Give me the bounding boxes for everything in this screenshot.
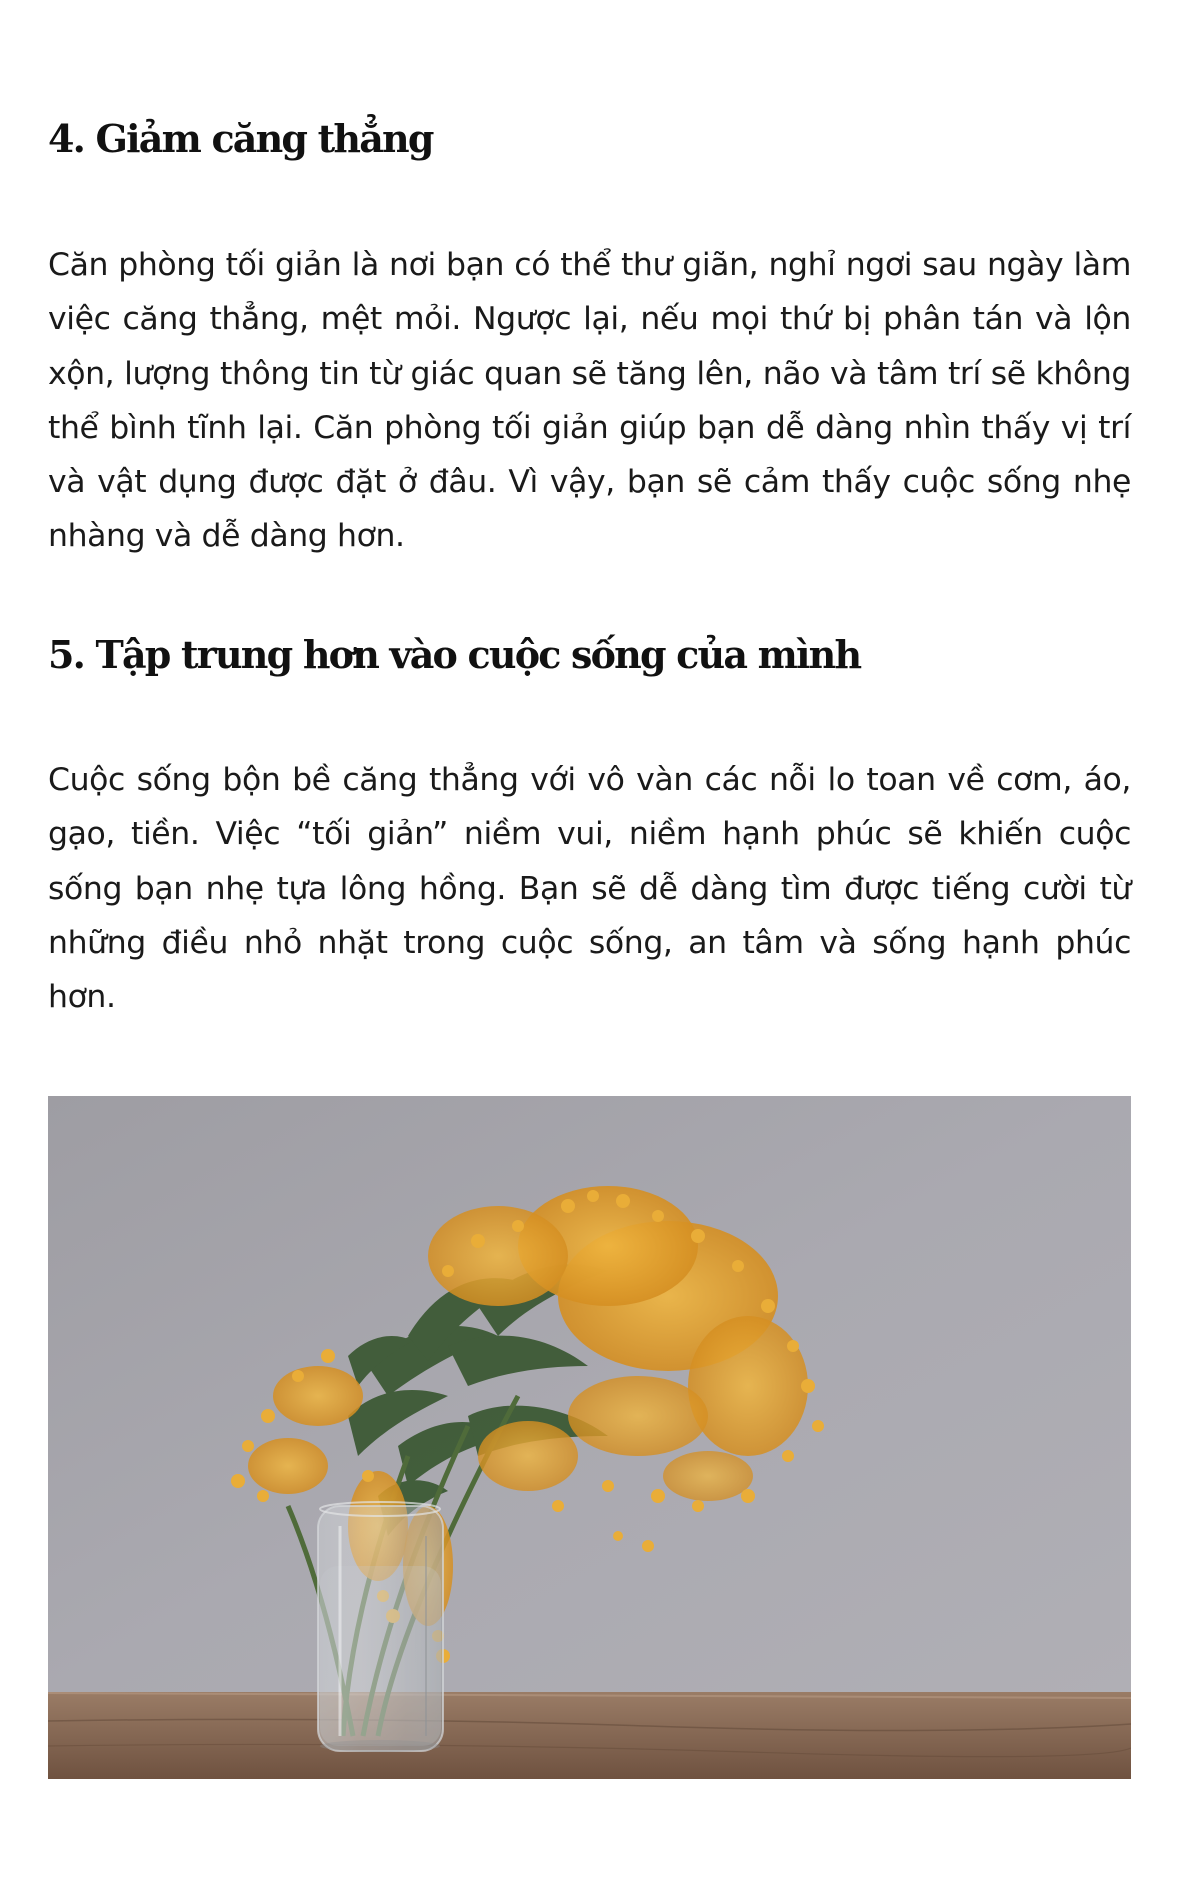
table-top — [48, 1692, 1131, 1779]
section-paragraph-focus-on-life: Cuộc sống bộn bề căng thẳng với vô vàn các nỗi lo toan về cơm, áo, gạo, tiền. Việc “tối giản” niềm vui, niềm hạnh phúc sẽ khiến cuộc sống bạn nhẹ tựa lông hồng. Bạn sẽ dễ dàng tìm được tiếng cười từ những điều nhỏ nhặt trong cuộc sống, an tâm và sống hạnh phúc hơn. — [48, 762, 1131, 1016]
glass-jar — [318, 1502, 443, 1752]
section-heading-reduce-stress: 4. Giảm căng thẳng — [48, 116, 433, 161]
mimosa-vase-photo — [48, 1096, 1131, 1779]
section-paragraph-reduce-stress: Căn phòng tối giản là nơi bạn có thể thư giãn, nghỉ ngơi sau ngày làm việc căng thẳng, mệt mỏi. Ngược lại, nếu mọi thứ bị phân tán và lộn xộn, lượng thông tin từ giác quan sẽ tăng lên, não và tâm trí sẽ không thể bình tĩnh lại. Căn phòng tối giản giúp bạn dễ dàng nhìn thấy vị trí và vật dụng được đặt ở đâu. Vì vậy, bạn sẽ cảm thấy cuộc sống nhẹ nhàng và dễ dàng hơn. — [48, 247, 1131, 555]
section-heading-focus-on-life: 5. Tập trung hơn vào cuộc sống của mình — [48, 632, 861, 677]
